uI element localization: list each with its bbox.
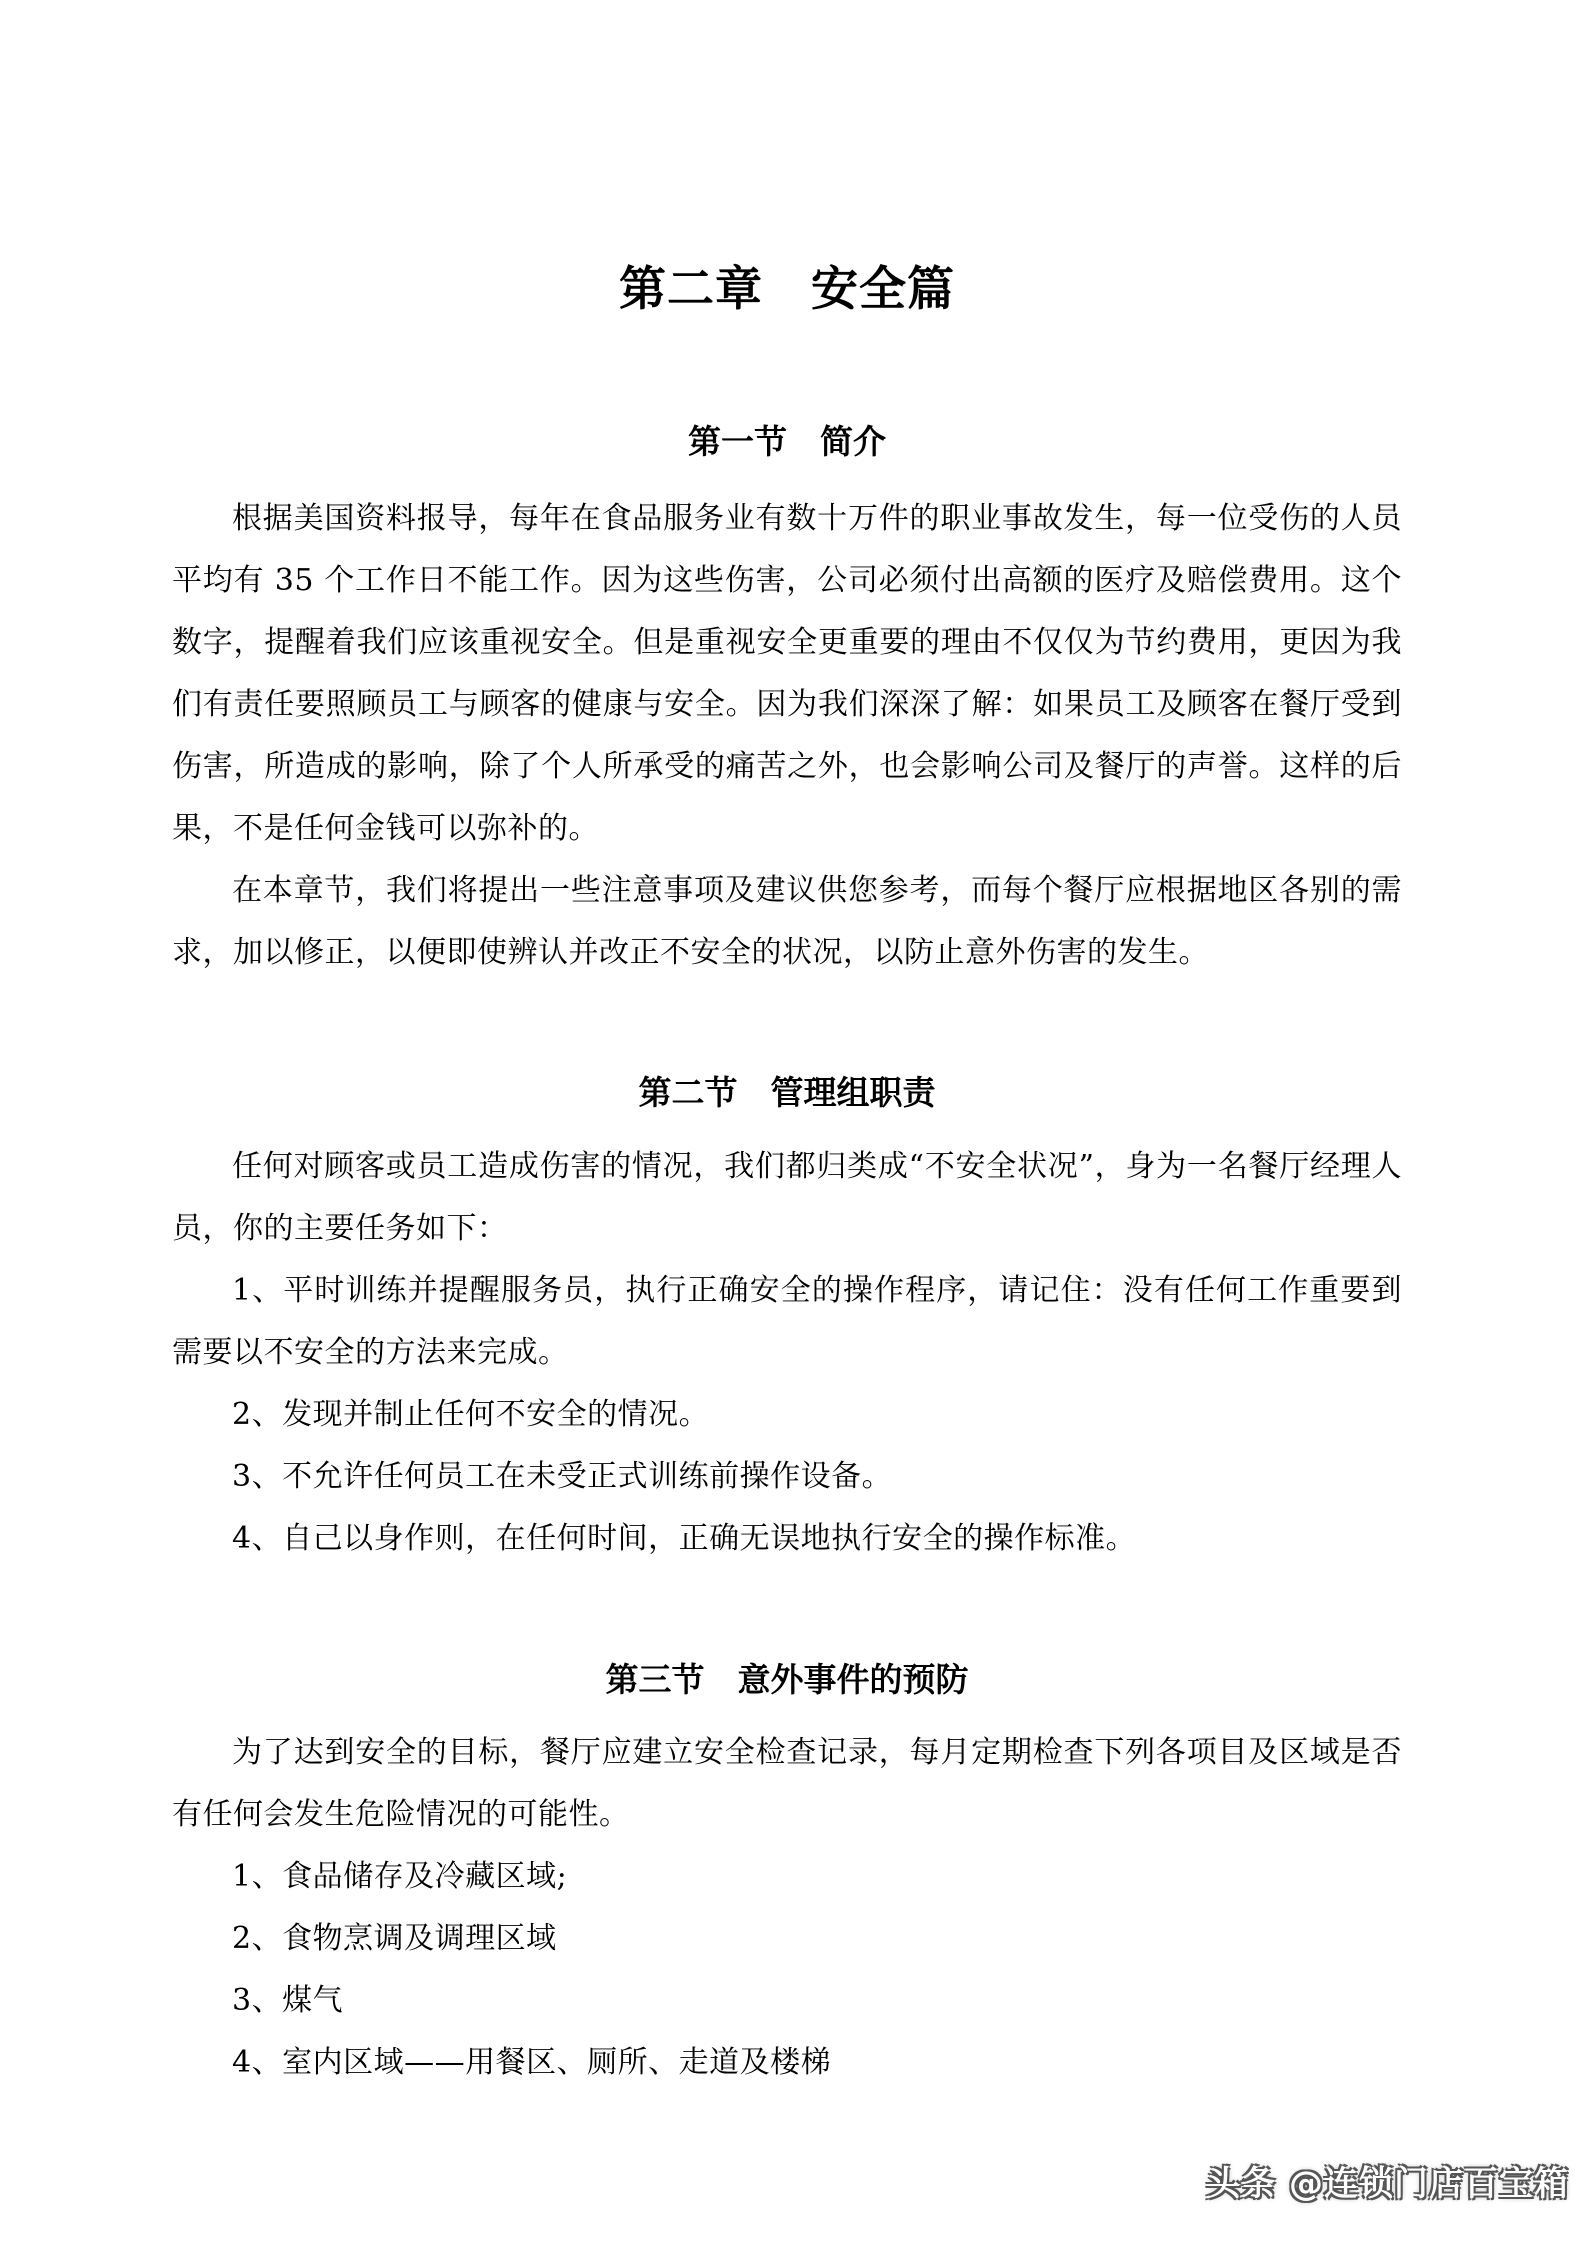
- section-title-1: 第一节 简介: [688, 422, 886, 461]
- section-3-item-3: 3、煤气: [232, 1983, 344, 2018]
- section-3-item-2: 2、食物烹调及调理区域: [232, 1921, 557, 1956]
- section-2-item-2: 2、发现并制止任何不安全的情况。: [232, 1397, 710, 1432]
- section-2-item-1: 1、平时训练并提醒服务员，执行正确安全的操作程序，请记住：没有任何工作重要到需要以不安全的方法来完成。: [172, 1273, 1402, 1370]
- chapter-title: 第二章 安全篇: [619, 262, 955, 317]
- watermark: 头条 @连锁门店百宝箱: [1206, 2164, 1569, 2204]
- section-3-item-1: 1、食品储存及冷藏区域;: [232, 1859, 568, 1894]
- section-3-item-4: 4、室内区域——用餐区、厕所、走道及楼梯: [232, 2045, 832, 2080]
- section-title-2: 第二节 管理组职责: [638, 1073, 936, 1112]
- section-2-item-4: 4、自己以身作则，在任何时间，正确无误地执行安全的操作标准。: [232, 1521, 1137, 1556]
- section-2-paragraph-1: 任何对顾客或员工造成伤害的情况，我们都归类成“不安全状况”，身为一名餐厅经理人员，你的主要任务如下：: [172, 1149, 1402, 1246]
- section-3-paragraph-1: 为了达到安全的目标，餐厅应建立安全检查记录，每月定期检查下列各项目及区域是否有任何会发生危险情况的可能性。: [172, 1735, 1402, 1832]
- section-2-item-3: 3、不允许任何员工在未受正式训练前操作设备。: [232, 1459, 893, 1494]
- section-1-paragraph-2: 在本章节，我们将提出一些注意事项及建议供您参考，而每个餐厅应根据地区各别的需求，加以修正，以便即使辨认并改正不安全的状况，以防止意外伤害的发生。: [172, 873, 1402, 970]
- document-page: [172, 0, 1402, 2245]
- section-1-paragraph-1: 根据美国资料报导，每年在食品服务业有数十万件的职业事故发生，每一位受伤的人员平均有 35 个工作日不能工作。因为这些伤害，公司必须付出高额的医疗及赔偿费用。这个数字，提醒着我们应该重视安全。但是重视安全更重要的理由不仅仅为节约费用，更因为我们有责任要照顾员工与顾客的健康与安全。因为我们深深了解：如果员工及顾客在餐厅受到伤害，所造成的影响，除了个人所承受的痛苦之外，也会影响公司及餐厅的声誉。这样的后果，不是任何金钱可以弥补的。: [172, 501, 1402, 846]
- section-title-3: 第三节 意外事件的预防: [605, 1660, 969, 1699]
